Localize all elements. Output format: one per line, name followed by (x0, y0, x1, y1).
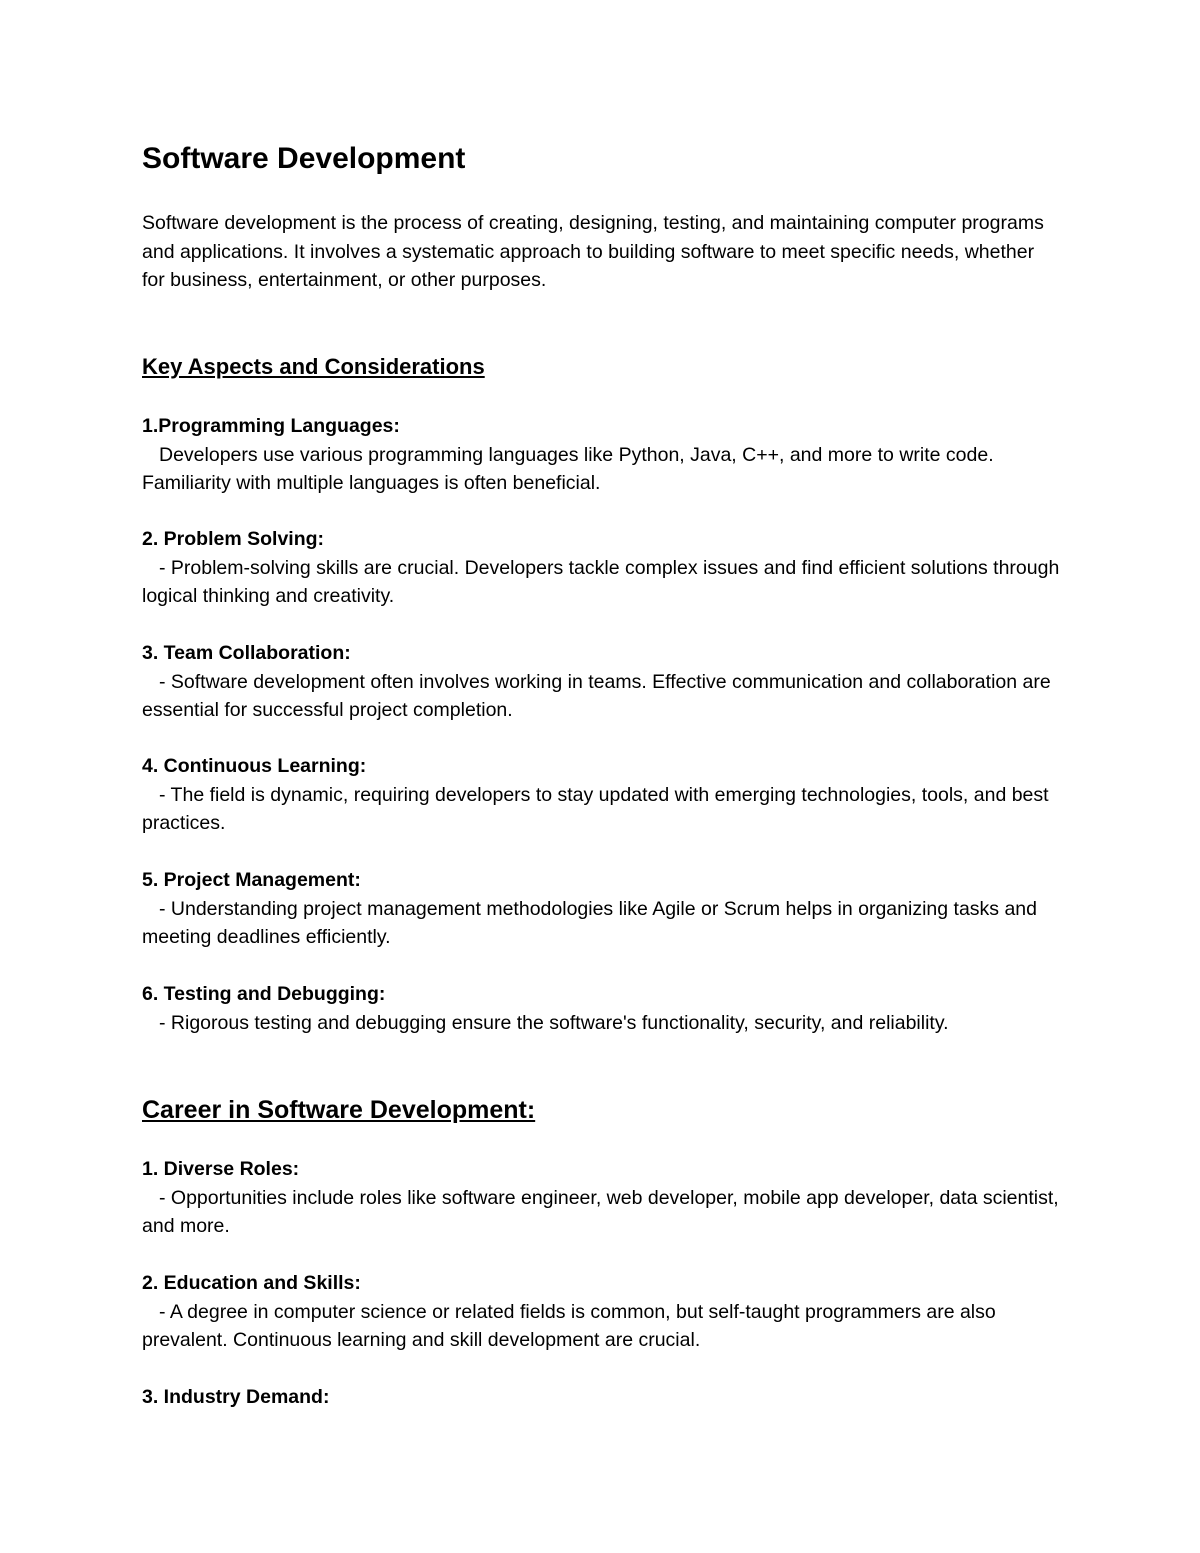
section-heading-career: Career in Software Development: (142, 1096, 536, 1124)
list-item (142, 412, 1072, 498)
item-title: 2. Education and Skills: (142, 1272, 361, 1294)
item-title: 1.Programming Languages: (142, 415, 400, 437)
list-item (142, 866, 1072, 952)
item-title: 4. Continuous Learning: (142, 755, 367, 777)
item-description: - A degree in computer science or related fields is common, but self-taught programmers are also prevalent. Continuous learning and skill development are crucial. (142, 1300, 996, 1352)
item-description: - Understanding project management methodologies like Agile or Scrum helps in organizing tasks and meeting deadlines efficiently. (142, 897, 1037, 949)
item-title: 3. Team Collaboration: (142, 642, 351, 664)
intro-paragraph: Software development is the process of creating, designing, testing, and maintaining computer programs and applications. It involves a systematic approach to building software to meet specific needs, whether for business, entertainment, or other purposes. (142, 212, 1044, 292)
item-description: Developers use various programming languages like Python, Java, C++, and more to write code. Familiarity with multiple languages is often beneficial. (142, 443, 994, 495)
section-heading-key-aspects: Key Aspects and Considerations (142, 354, 485, 379)
list-item (142, 1383, 1072, 1412)
item-description: - Rigorous testing and debugging ensure the software's functionality, security, and reliability. (159, 1011, 949, 1034)
list-item (142, 639, 1072, 725)
list-item (142, 525, 1072, 611)
list-item (142, 1269, 1072, 1355)
item-title: 3. Industry Demand: (142, 1386, 330, 1408)
list-item (142, 1155, 1072, 1241)
item-title: 5. Project Management: (142, 869, 361, 891)
item-description: - Software development often involves working in teams. Effective communication and collaboration are essential for successful project completion. (142, 670, 1051, 722)
document-title: Software Development (142, 142, 466, 175)
item-title: 6. Testing and Debugging: (142, 983, 386, 1005)
item-title: 1. Diverse Roles: (142, 1158, 300, 1180)
item-description: - Problem-solving skills are crucial. Developers tackle complex issues and find efficient solutions through logical thinking and creativity. (142, 556, 1060, 608)
item-title: 2. Problem Solving: (142, 528, 325, 550)
item-description: - Opportunities include roles like software engineer, web developer, mobile app developer, data scientist, and more. (142, 1186, 1059, 1238)
item-description: - The field is dynamic, requiring developers to stay updated with emerging technologies, tools, and best practices. (142, 783, 1049, 835)
list-item (142, 752, 1072, 838)
list-item (142, 980, 1072, 1037)
